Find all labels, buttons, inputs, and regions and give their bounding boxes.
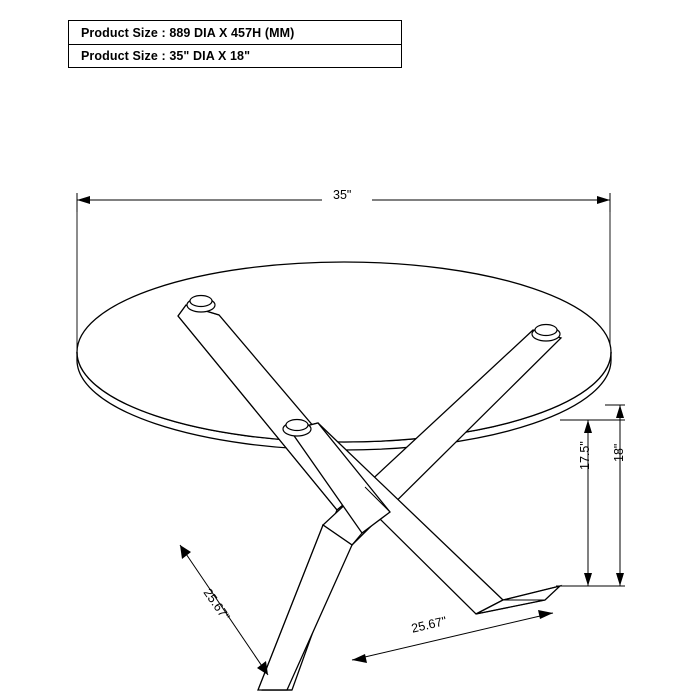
dimension-heights bbox=[556, 405, 625, 586]
dimension-label-base-height: 17.5" bbox=[578, 441, 592, 470]
disc-back-left-top bbox=[190, 296, 212, 307]
dimension-label-total-height: 18" bbox=[612, 443, 626, 462]
dimension-label-leg-span-right: 25.67" bbox=[410, 613, 448, 636]
disc-front-top bbox=[286, 420, 308, 431]
leg-back-right-lower bbox=[258, 525, 352, 690]
product-size-mm-label: Product Size : 889 DIA X 457H (MM) bbox=[81, 25, 295, 40]
disc-back-right-top bbox=[535, 325, 557, 336]
dimension-label-top-width: 35" bbox=[333, 188, 352, 202]
product-size-inch-label: Product Size : 35" DIA X 18" bbox=[81, 49, 251, 63]
dimension-label-leg-span-left: 25.67" bbox=[200, 586, 233, 624]
